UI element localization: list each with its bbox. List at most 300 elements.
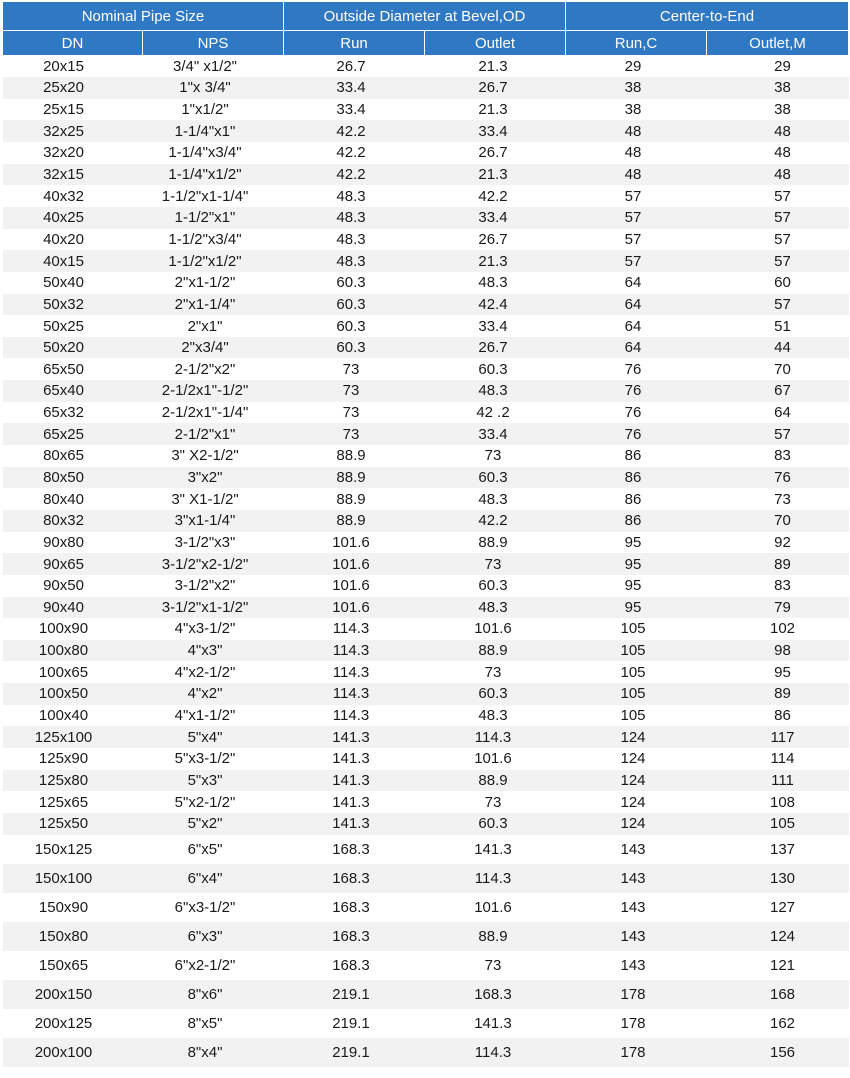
run-c-cell: 57	[624, 187, 642, 205]
run-c-cell: 64	[624, 274, 642, 292]
outlet-m-cell: 83	[774, 577, 791, 595]
run-od-cell: 73	[342, 404, 360, 422]
dn-cell: 25x15	[43, 101, 84, 119]
outlet-od-cell: 114.3	[425, 864, 566, 893]
outlet-m-cell: 48	[707, 120, 849, 142]
outlet-m-cell: 57	[774, 230, 791, 248]
table-row	[3, 164, 849, 186]
dn-cell: 200x100	[3, 1038, 143, 1067]
run-od-cell: 141.3	[284, 726, 425, 748]
dn-cell: 40x20	[43, 230, 84, 248]
outlet-m-cell: 121	[769, 956, 796, 974]
nps-cell: 3-1/2"x2-1/2"	[143, 553, 284, 575]
outlet-m-cell: 89	[707, 553, 849, 575]
run-c-cell: 76	[566, 380, 707, 402]
table-row	[3, 445, 849, 467]
nps-cell: 3"x1-1/4"	[143, 510, 284, 532]
table-row	[3, 835, 849, 864]
nps-cell: 5"x3"	[143, 770, 284, 792]
run-od-cell: 141.3	[284, 770, 425, 792]
table-row	[3, 532, 849, 554]
nps-cell: 3-1/2"x1-1/2"	[143, 597, 284, 619]
run-c-cell: 143	[566, 864, 707, 893]
run-c-cell: 143	[620, 898, 646, 916]
run-od-cell: 33.4	[284, 77, 425, 99]
dn-cell: 100x80	[3, 640, 143, 662]
outlet-od-cell: 26.7	[478, 144, 508, 162]
run-c-cell: 143	[566, 922, 707, 951]
nps-cell: 2-1/2x1"-1/2"	[143, 380, 284, 402]
dn-cell: 90x65	[3, 553, 143, 575]
nps-cell: 6"x3-1/2"	[174, 898, 236, 916]
column-header-outlet: Outlet	[425, 31, 566, 56]
run-c-cell: 48	[624, 144, 642, 162]
dn-cell: 65x32	[43, 404, 84, 422]
table-row	[3, 661, 849, 683]
table-row	[3, 294, 849, 316]
dn-cell: 65x40	[3, 380, 143, 402]
run-od-cell: 114.3	[284, 683, 425, 705]
column-header-run-c: Run,C	[566, 31, 707, 56]
nps-cell: 2-1/2"x2"	[174, 360, 236, 378]
outlet-m-cell: 29	[774, 58, 791, 76]
nps-cell: 4"x3-1/2"	[174, 620, 236, 638]
column-header-dn: DN	[3, 31, 143, 56]
run-c-cell: 124	[620, 793, 646, 811]
dn-cell: 32x15	[3, 164, 143, 186]
nps-cell: 3" X1-1/2"	[171, 490, 239, 508]
run-c-cell: 86	[624, 447, 642, 465]
nps-cell: 1"x 3/4"	[143, 77, 284, 99]
outlet-od-cell: 42.2	[478, 187, 508, 205]
nps-cell: 1-1/2"x1"	[143, 207, 284, 229]
outlet-m-cell: 105	[707, 813, 849, 835]
dn-cell: 100x50	[3, 683, 143, 705]
table-row	[3, 813, 849, 835]
dn-cell: 200x150	[3, 980, 143, 1009]
table-row	[3, 467, 849, 489]
outlet-m-cell: 38	[774, 101, 791, 119]
outlet-m-cell: 162	[769, 1014, 796, 1032]
table-row	[3, 951, 849, 980]
outlet-m-cell: 44	[707, 337, 849, 359]
nps-cell: 6"x4"	[143, 864, 284, 893]
outlet-od-cell: 73	[425, 553, 566, 575]
outlet-od-cell: 88.9	[425, 770, 566, 792]
table-row	[3, 207, 849, 229]
dn-cell: 90x50	[43, 577, 84, 595]
table-row	[3, 791, 849, 813]
outlet-m-cell: 111	[707, 770, 849, 792]
table-row	[3, 120, 849, 142]
dn-cell: 80x65	[43, 447, 84, 465]
run-c-cell: 105	[620, 620, 646, 638]
dn-cell: 40x15	[3, 250, 143, 272]
group-header-outside-diameter: Outside Diameter at Bevel,OD	[284, 2, 566, 31]
outlet-m-cell: 89	[707, 683, 849, 705]
dn-cell: 50x32	[3, 294, 143, 316]
dn-cell: 25x20	[3, 77, 143, 99]
outlet-od-cell: 60.3	[478, 577, 508, 595]
outlet-m-cell: 51	[774, 317, 791, 335]
nps-cell: 5"x3-1/2"	[174, 750, 236, 768]
run-od-cell: 114.3	[332, 620, 370, 638]
run-c-cell: 124	[566, 813, 707, 835]
table-row	[3, 980, 849, 1009]
run-od-cell: 219.1	[332, 1014, 370, 1032]
outlet-od-cell: 42.2	[425, 510, 566, 532]
outlet-od-cell: 21.3	[425, 164, 566, 186]
run-od-cell: 60.3	[284, 294, 425, 316]
table-row	[3, 705, 849, 727]
outlet-m-cell: 156	[707, 1038, 849, 1067]
outlet-od-cell: 48.3	[478, 274, 508, 292]
run-c-cell: 95	[624, 533, 642, 551]
outlet-od-cell: 21.3	[478, 101, 508, 119]
nps-cell: 1-1/4"x1"	[143, 120, 284, 142]
run-c-cell: 178	[620, 1014, 646, 1032]
table-row	[3, 683, 849, 705]
nps-cell: 3" X2-1/2"	[171, 447, 239, 465]
nps-cell: 4"x3"	[143, 640, 284, 662]
dn-cell: 80x40	[43, 490, 84, 508]
run-od-cell: 101.6	[332, 577, 370, 595]
group-header-center-to-end: Center-to-End	[566, 2, 849, 31]
outlet-m-cell: 57	[707, 423, 849, 445]
outlet-m-cell: 92	[774, 533, 791, 551]
outlet-od-cell: 60.3	[478, 360, 508, 378]
outlet-od-cell: 101.6	[474, 620, 512, 638]
column-header-row	[3, 31, 849, 56]
nps-cell: 1-1/2"x1-1/4"	[161, 187, 249, 205]
outlet-m-cell: 48	[707, 164, 849, 186]
nps-cell: 2-1/2x1"-1/4"	[161, 404, 249, 422]
table-row	[3, 1009, 849, 1038]
run-c-cell: 57	[566, 250, 707, 272]
dn-cell: 80x50	[3, 467, 143, 489]
nps-cell: 3"x2"	[143, 467, 284, 489]
run-od-cell: 88.9	[284, 467, 425, 489]
run-c-cell: 76	[624, 404, 642, 422]
run-c-cell: 48	[566, 120, 707, 142]
outlet-m-cell: 60	[774, 274, 791, 292]
nps-cell: 5"x2-1/2"	[174, 793, 236, 811]
column-header-nps: NPS	[143, 31, 284, 56]
table-row	[3, 726, 849, 748]
dn-cell: 150x90	[38, 898, 89, 916]
dn-cell: 150x80	[3, 922, 143, 951]
nps-cell: 4"x1-1/2"	[174, 707, 236, 725]
outlet-m-cell: 95	[774, 663, 791, 681]
dn-cell: 40x32	[43, 187, 84, 205]
run-od-cell: 48.3	[284, 207, 425, 229]
outlet-od-cell: 48.3	[478, 490, 508, 508]
outlet-od-cell: 33.4	[425, 207, 566, 229]
nps-cell: 2"x1"	[187, 317, 223, 335]
run-c-cell: 95	[566, 597, 707, 619]
outlet-od-cell: 42 .2	[476, 404, 510, 422]
table-row	[3, 575, 849, 597]
run-od-cell: 26.7	[336, 58, 366, 76]
run-od-cell: 168.3	[284, 922, 425, 951]
outlet-m-cell: 73	[774, 490, 791, 508]
run-od-cell: 73	[284, 380, 425, 402]
table-row	[3, 597, 849, 619]
dn-cell: 150x100	[3, 864, 143, 893]
run-c-cell: 64	[624, 317, 642, 335]
table-row	[3, 510, 849, 532]
run-c-cell: 124	[566, 726, 707, 748]
outlet-od-cell: 73	[484, 793, 502, 811]
run-c-cell: 95	[624, 577, 642, 595]
outlet-od-cell: 48.3	[425, 380, 566, 402]
run-od-cell: 88.9	[336, 490, 366, 508]
run-od-cell: 42.2	[284, 164, 425, 186]
outlet-m-cell: 102	[769, 620, 796, 638]
run-c-cell: 38	[566, 77, 707, 99]
outlet-od-cell: 26.7	[478, 230, 508, 248]
outlet-m-cell: 57	[707, 250, 849, 272]
outlet-m-cell: 124	[707, 922, 849, 951]
outlet-m-cell: 127	[769, 898, 796, 916]
run-c-cell: 143	[620, 956, 646, 974]
run-c-cell: 57	[624, 230, 642, 248]
table-row	[3, 893, 849, 922]
outlet-od-cell: 101.6	[474, 898, 512, 916]
nps-cell: 2"x1-1/2"	[174, 274, 236, 292]
table-row	[3, 748, 849, 770]
table-row	[3, 337, 849, 359]
run-od-cell: 219.1	[284, 1038, 425, 1067]
outlet-m-cell: 83	[774, 447, 791, 465]
table-row	[3, 640, 849, 662]
table-row	[3, 99, 849, 121]
run-c-cell: 95	[566, 553, 707, 575]
dn-cell: 125x100	[3, 726, 143, 748]
table-row	[3, 142, 849, 164]
outlet-od-cell: 48.3	[478, 707, 508, 725]
dn-cell: 50x40	[43, 274, 84, 292]
nps-cell: 1-1/4"x1/2"	[143, 164, 284, 186]
run-od-cell: 42.2	[336, 144, 366, 162]
dn-cell: 80x32	[3, 510, 143, 532]
outlet-od-cell: 73	[484, 956, 502, 974]
column-header-outlet-m: Outlet,M	[707, 31, 849, 56]
dn-cell: 100x40	[38, 707, 89, 725]
group-header-row	[3, 2, 849, 31]
outlet-m-cell: 57	[707, 294, 849, 316]
run-od-cell: 73	[342, 360, 360, 378]
run-od-cell: 114.3	[284, 640, 425, 662]
nps-cell: 4"x2-1/2"	[174, 663, 236, 681]
dn-cell: 65x50	[43, 360, 84, 378]
run-c-cell: 64	[566, 294, 707, 316]
outlet-od-cell: 114.3	[425, 1038, 566, 1067]
outlet-m-cell: 108	[769, 793, 796, 811]
run-c-cell: 86	[566, 510, 707, 532]
table-row	[3, 423, 849, 445]
dn-cell: 50x25	[43, 317, 84, 335]
run-od-cell: 60.3	[336, 317, 366, 335]
outlet-od-cell: 21.3	[425, 250, 566, 272]
outlet-od-cell: 88.9	[425, 922, 566, 951]
run-od-cell: 48.3	[336, 187, 366, 205]
outlet-m-cell: 67	[707, 380, 849, 402]
dn-cell: 40x25	[3, 207, 143, 229]
run-c-cell: 57	[566, 207, 707, 229]
run-c-cell: 105	[620, 707, 646, 725]
run-c-cell: 64	[566, 337, 707, 359]
dn-cell: 100x65	[38, 663, 89, 681]
outlet-m-cell: 130	[707, 864, 849, 893]
outlet-m-cell: 70	[774, 360, 791, 378]
outlet-m-cell: 76	[707, 467, 849, 489]
run-c-cell: 143	[620, 840, 646, 858]
outlet-od-cell: 48.3	[425, 597, 566, 619]
nps-cell: 5"x2"	[143, 813, 284, 835]
nps-cell: 1-1/2"x1/2"	[143, 250, 284, 272]
run-od-cell: 88.9	[284, 510, 425, 532]
outlet-m-cell: 57	[707, 207, 849, 229]
outlet-m-cell: 114	[770, 750, 795, 768]
run-od-cell: 114.3	[332, 663, 370, 681]
run-c-cell: 86	[566, 467, 707, 489]
dn-cell: 125x90	[38, 750, 89, 768]
run-od-cell: 101.6	[284, 553, 425, 575]
table-row	[3, 553, 849, 575]
run-od-cell: 42.2	[284, 120, 425, 142]
run-od-cell: 101.6	[284, 597, 425, 619]
run-od-cell: 168.3	[332, 840, 370, 858]
nps-cell: 6"x2-1/2"	[174, 956, 236, 974]
run-od-cell: 114.3	[332, 707, 370, 725]
table-row	[3, 380, 849, 402]
outlet-od-cell: 73	[484, 663, 502, 681]
dn-cell: 200x125	[34, 1014, 93, 1032]
nps-cell: 1-1/2"x3/4"	[168, 230, 242, 248]
run-c-cell: 29	[624, 58, 642, 76]
run-c-cell: 86	[624, 490, 642, 508]
run-c-cell: 76	[566, 423, 707, 445]
pipe-dimensions-table	[2, 1, 849, 1067]
outlet-od-cell: 101.6	[474, 750, 512, 768]
outlet-m-cell: 117	[707, 726, 849, 748]
nps-cell: 8"x6"	[143, 980, 284, 1009]
run-c-cell: 124	[566, 770, 707, 792]
outlet-od-cell: 21.3	[478, 58, 508, 76]
nps-cell: 3/4" x1/2"	[172, 58, 238, 76]
nps-cell: 2"x3/4"	[143, 337, 284, 359]
run-od-cell: 168.3	[332, 956, 370, 974]
outlet-m-cell: 86	[774, 707, 791, 725]
run-od-cell: 101.6	[332, 533, 370, 551]
run-od-cell: 219.1	[284, 980, 425, 1009]
table-row	[3, 864, 849, 893]
nps-cell: 6"x3"	[143, 922, 284, 951]
outlet-od-cell: 42.4	[425, 294, 566, 316]
nps-cell: 8"x4"	[143, 1038, 284, 1067]
nps-cell: 3-1/2"x3"	[174, 533, 236, 551]
dn-cell: 90x80	[43, 533, 84, 551]
run-od-cell: 168.3	[284, 864, 425, 893]
run-c-cell: 124	[620, 750, 646, 768]
table-row	[3, 185, 849, 207]
nps-cell: 1-1/4"x3/4"	[168, 144, 242, 162]
table-row	[3, 488, 849, 510]
run-od-cell: 168.3	[332, 898, 370, 916]
nps-cell: 8"x5"	[187, 1014, 223, 1032]
run-c-cell: 76	[624, 360, 642, 378]
nps-cell: 4"x2"	[143, 683, 284, 705]
run-od-cell: 48.3	[336, 230, 366, 248]
nps-cell: 6"x5"	[187, 840, 223, 858]
run-od-cell: 73	[284, 423, 425, 445]
outlet-m-cell: 98	[707, 640, 849, 662]
dn-cell: 150x65	[38, 956, 89, 974]
dn-cell: 65x25	[3, 423, 143, 445]
dn-cell: 32x25	[3, 120, 143, 142]
outlet-od-cell: 33.4	[478, 317, 508, 335]
outlet-od-cell: 33.4	[425, 423, 566, 445]
run-c-cell: 105	[566, 683, 707, 705]
run-c-cell: 48	[566, 164, 707, 186]
outlet-m-cell: 168	[707, 980, 849, 1009]
dn-cell: 90x40	[3, 597, 143, 619]
column-header-run: Run	[284, 31, 425, 56]
table-row	[3, 315, 849, 337]
run-od-cell: 141.3	[284, 813, 425, 835]
table-row	[3, 770, 849, 792]
outlet-od-cell: 168.3	[425, 980, 566, 1009]
outlet-od-cell: 60.3	[425, 813, 566, 835]
outlet-od-cell: 141.3	[474, 840, 512, 858]
outlet-m-cell: 79	[707, 597, 849, 619]
nps-cell: 2-1/2"x1"	[143, 423, 284, 445]
nps-cell: 2"x1-1/4"	[143, 294, 284, 316]
outlet-m-cell: 57	[774, 187, 791, 205]
table-row	[3, 402, 849, 424]
run-od-cell: 33.4	[336, 101, 366, 119]
table-row	[3, 229, 849, 251]
dn-cell: 125x80	[3, 770, 143, 792]
outlet-od-cell: 88.9	[425, 640, 566, 662]
outlet-od-cell: 114.3	[425, 726, 566, 748]
dn-cell: 20x15	[43, 58, 84, 76]
outlet-od-cell: 60.3	[425, 467, 566, 489]
table-row	[3, 56, 849, 78]
dn-cell: 125x65	[38, 793, 89, 811]
dn-cell: 50x20	[3, 337, 143, 359]
run-c-cell: 105	[566, 640, 707, 662]
run-od-cell: 141.3	[332, 793, 370, 811]
run-od-cell: 88.9	[336, 447, 366, 465]
outlet-od-cell: 73	[484, 447, 502, 465]
run-od-cell: 60.3	[336, 274, 366, 292]
outlet-od-cell: 141.3	[474, 1014, 512, 1032]
outlet-m-cell: 70	[707, 510, 849, 532]
nps-cell: 3-1/2"x2"	[174, 577, 236, 595]
table-row	[3, 1038, 849, 1067]
nps-cell: 5"x4"	[143, 726, 284, 748]
table-row	[3, 272, 849, 294]
run-od-cell: 48.3	[284, 250, 425, 272]
run-c-cell: 105	[620, 663, 646, 681]
dn-cell: 125x50	[3, 813, 143, 835]
run-c-cell: 178	[566, 980, 707, 1009]
outlet-m-cell: 137	[769, 840, 796, 858]
outlet-m-cell: 64	[774, 404, 791, 422]
run-od-cell: 141.3	[332, 750, 370, 768]
